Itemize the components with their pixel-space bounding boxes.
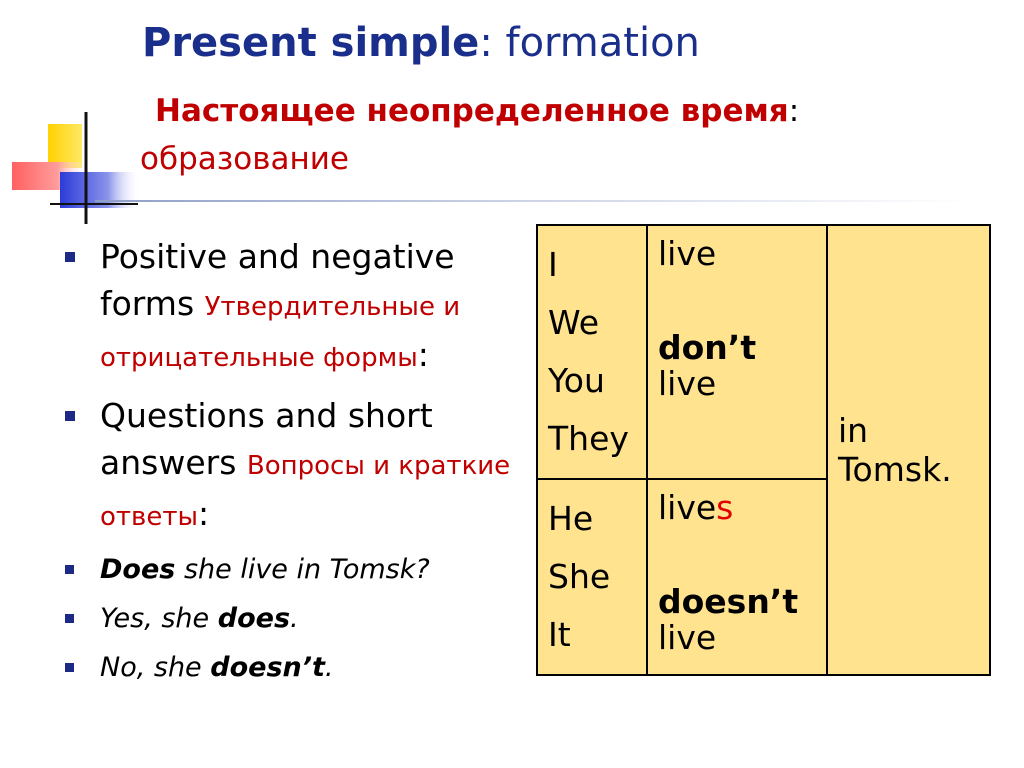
bullet-positive-negative: Positive and negative forms Утвердительные и отрицательные формы:: [60, 233, 520, 382]
title-divider: [95, 200, 975, 202]
pronouns-plural-cell: I We You They: [537, 225, 647, 479]
place-cell: in Tomsk.: [827, 225, 990, 675]
bullet-square-icon: [65, 252, 75, 262]
example-short-answer-no: No, she doesn’t.: [60, 649, 520, 687]
bullet-square-icon: [65, 663, 74, 672]
verb-forms-singular-cell: lives doesn’t live: [647, 479, 827, 675]
verb-forms-plural-cell: live don’t live: [647, 225, 827, 479]
slide-title-russian-line2: образование: [140, 141, 349, 177]
bullet-square-icon: [65, 614, 74, 623]
example-short-answer-yes: Yes, she does.: [60, 600, 520, 638]
bullet-list: [60, 233, 520, 698]
bullet-square-icon: [65, 411, 75, 421]
bullet-square-icon: [65, 565, 74, 574]
example-question: Does she live in Tomsk?: [60, 551, 520, 589]
table-row: [537, 225, 990, 479]
decorative-squares-logo: [0, 110, 140, 230]
conjugation-table: [536, 224, 991, 676]
slide-title: Present simple: formation: [142, 20, 700, 66]
pronouns-singular-cell: He She It: [537, 479, 647, 675]
bullet-questions-answers: Questions and short answers Вопросы и краткие ответы:: [60, 392, 520, 541]
slide-title-russian: Настоящее неопределенное время:: [155, 93, 800, 129]
